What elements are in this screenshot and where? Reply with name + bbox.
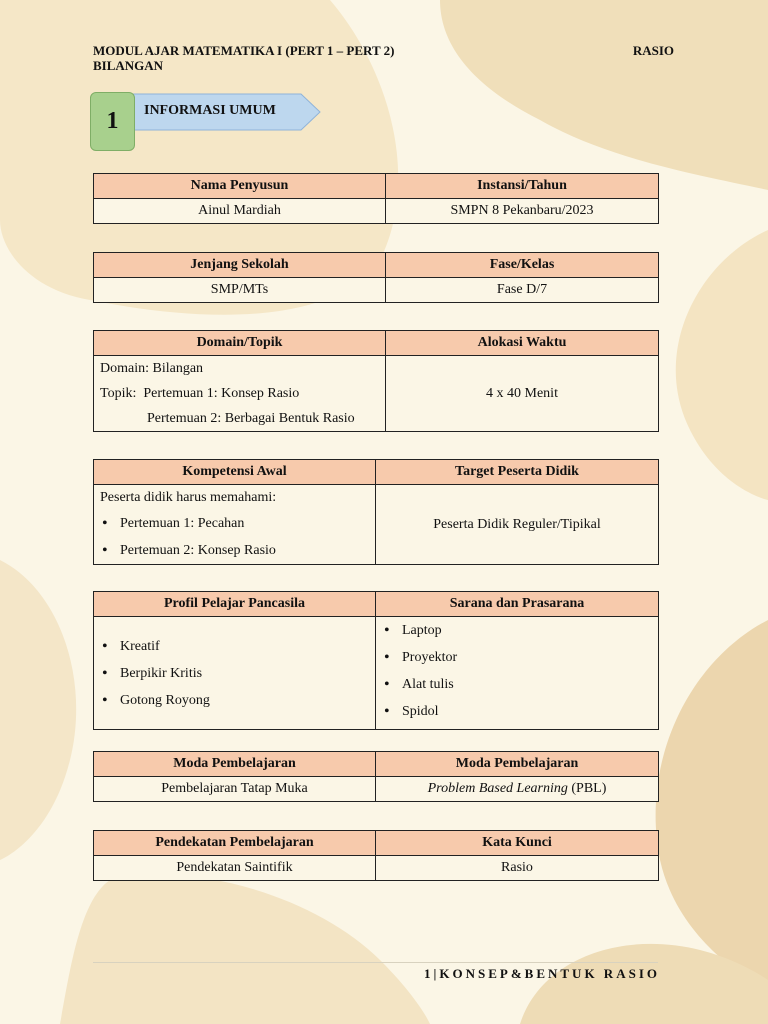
header-title <box>93 43 394 73</box>
value-jenjang-sekolah: SMP/MTs <box>94 278 386 303</box>
header-fase-kelas: Fase/Kelas <box>386 253 659 278</box>
header-pendekatan: Pendekatan Pembelajaran <box>94 831 376 856</box>
header-model-pembelajaran: Moda Pembelajaran <box>376 752 659 777</box>
kompetensi-list <box>100 510 369 564</box>
topic-line-2: Pertemuan 2: Berbagai Bentuk Rasio <box>147 411 355 426</box>
header-kata-kunci: Kata Kunci <box>376 831 659 856</box>
kompetensi-intro: Peserta didik harus memahami: <box>100 490 277 505</box>
table-jenjang <box>93 252 659 303</box>
table-moda <box>93 751 659 802</box>
header-jenjang-sekolah: Jenjang Sekolah <box>94 253 386 278</box>
footer-separator: | <box>433 966 440 981</box>
section-number-badge: 1 <box>90 92 135 151</box>
table-pendekatan <box>93 830 659 881</box>
value-model-pembelajaran <box>376 777 659 802</box>
list-item: • Laptop <box>402 617 652 644</box>
profil-list <box>100 633 369 714</box>
domain-line: Domain: Bilangan <box>100 361 204 376</box>
list-item: • Spidol <box>402 698 652 725</box>
list-item: • Pertemuan 1: Pecahan <box>120 510 369 537</box>
list-item: • Alat tulis <box>402 671 652 698</box>
table-kompetensi <box>93 459 659 565</box>
header-alokasi-waktu: Alokasi Waktu <box>386 331 659 356</box>
table-domain <box>93 330 659 432</box>
table-profil <box>93 591 659 730</box>
list-item: • Kreatif <box>120 633 369 660</box>
value-kata-kunci: Rasio <box>376 856 659 881</box>
header-title-line1: MODUL AJAR MATEMATIKA I (PERT 1 – PERT 2) <box>93 43 395 58</box>
table-penyusun <box>93 173 659 224</box>
page-number: 1 <box>424 966 434 981</box>
header-moda-pembelajaran: Moda Pembelajaran <box>94 752 376 777</box>
list-item: • Berpikir Kritis <box>120 660 369 687</box>
section-title: INFORMASI UMUM <box>144 103 276 118</box>
header-instansi-tahun: Instansi/Tahun <box>386 174 659 199</box>
header-topic: RASIO <box>632 43 674 58</box>
list-item: • Pertemuan 2: Konsep Rasio <box>120 537 369 564</box>
topic-line-1: Topik: Pertemuan 1: Konsep Rasio <box>100 386 300 401</box>
value-nama-penyusun: Ainul Mardiah <box>94 199 386 224</box>
value-moda-pembelajaran: Pembelajaran Tatap Muka <box>94 777 376 802</box>
value-instansi-tahun: SMPN 8 Pekanbaru/2023 <box>386 199 659 224</box>
model-italic: Problem Based Learning <box>427 781 568 796</box>
header-domain-topik: Domain/Topik <box>94 331 386 356</box>
value-alokasi-waktu: 4 x 40 Menit <box>386 356 659 432</box>
model-abbrev: (PBL) <box>567 781 607 796</box>
page-footer <box>424 966 660 982</box>
value-domain-topik <box>94 356 386 432</box>
list-item: • Gotong Royong <box>120 687 369 714</box>
value-target-peserta: Peserta Didik Reguler/Tipikal <box>376 485 659 565</box>
sarana-list <box>382 617 652 725</box>
header-target-peserta: Target Peserta Didik <box>376 460 659 485</box>
footer-text: KONSEP&BENTUK RASIO <box>439 966 660 981</box>
value-pendekatan: Pendekatan Saintifik <box>94 856 376 881</box>
value-fase-kelas: Fase D/7 <box>386 278 659 303</box>
value-sarana-prasarana <box>376 617 659 730</box>
value-kompetensi-awal <box>94 485 376 565</box>
value-profil-pelajar <box>94 617 376 730</box>
header-profil-pelajar: Profil Pelajar Pancasila <box>94 592 376 617</box>
list-item: • Proyektor <box>402 644 652 671</box>
header-nama-penyusun: Nama Penyusun <box>94 174 386 199</box>
header-kompetensi-awal: Kompetensi Awal <box>94 460 376 485</box>
footer-divider <box>93 962 658 963</box>
header-title-line2: BILANGAN <box>93 58 164 73</box>
header-sarana-prasarana: Sarana dan Prasarana <box>376 592 659 617</box>
